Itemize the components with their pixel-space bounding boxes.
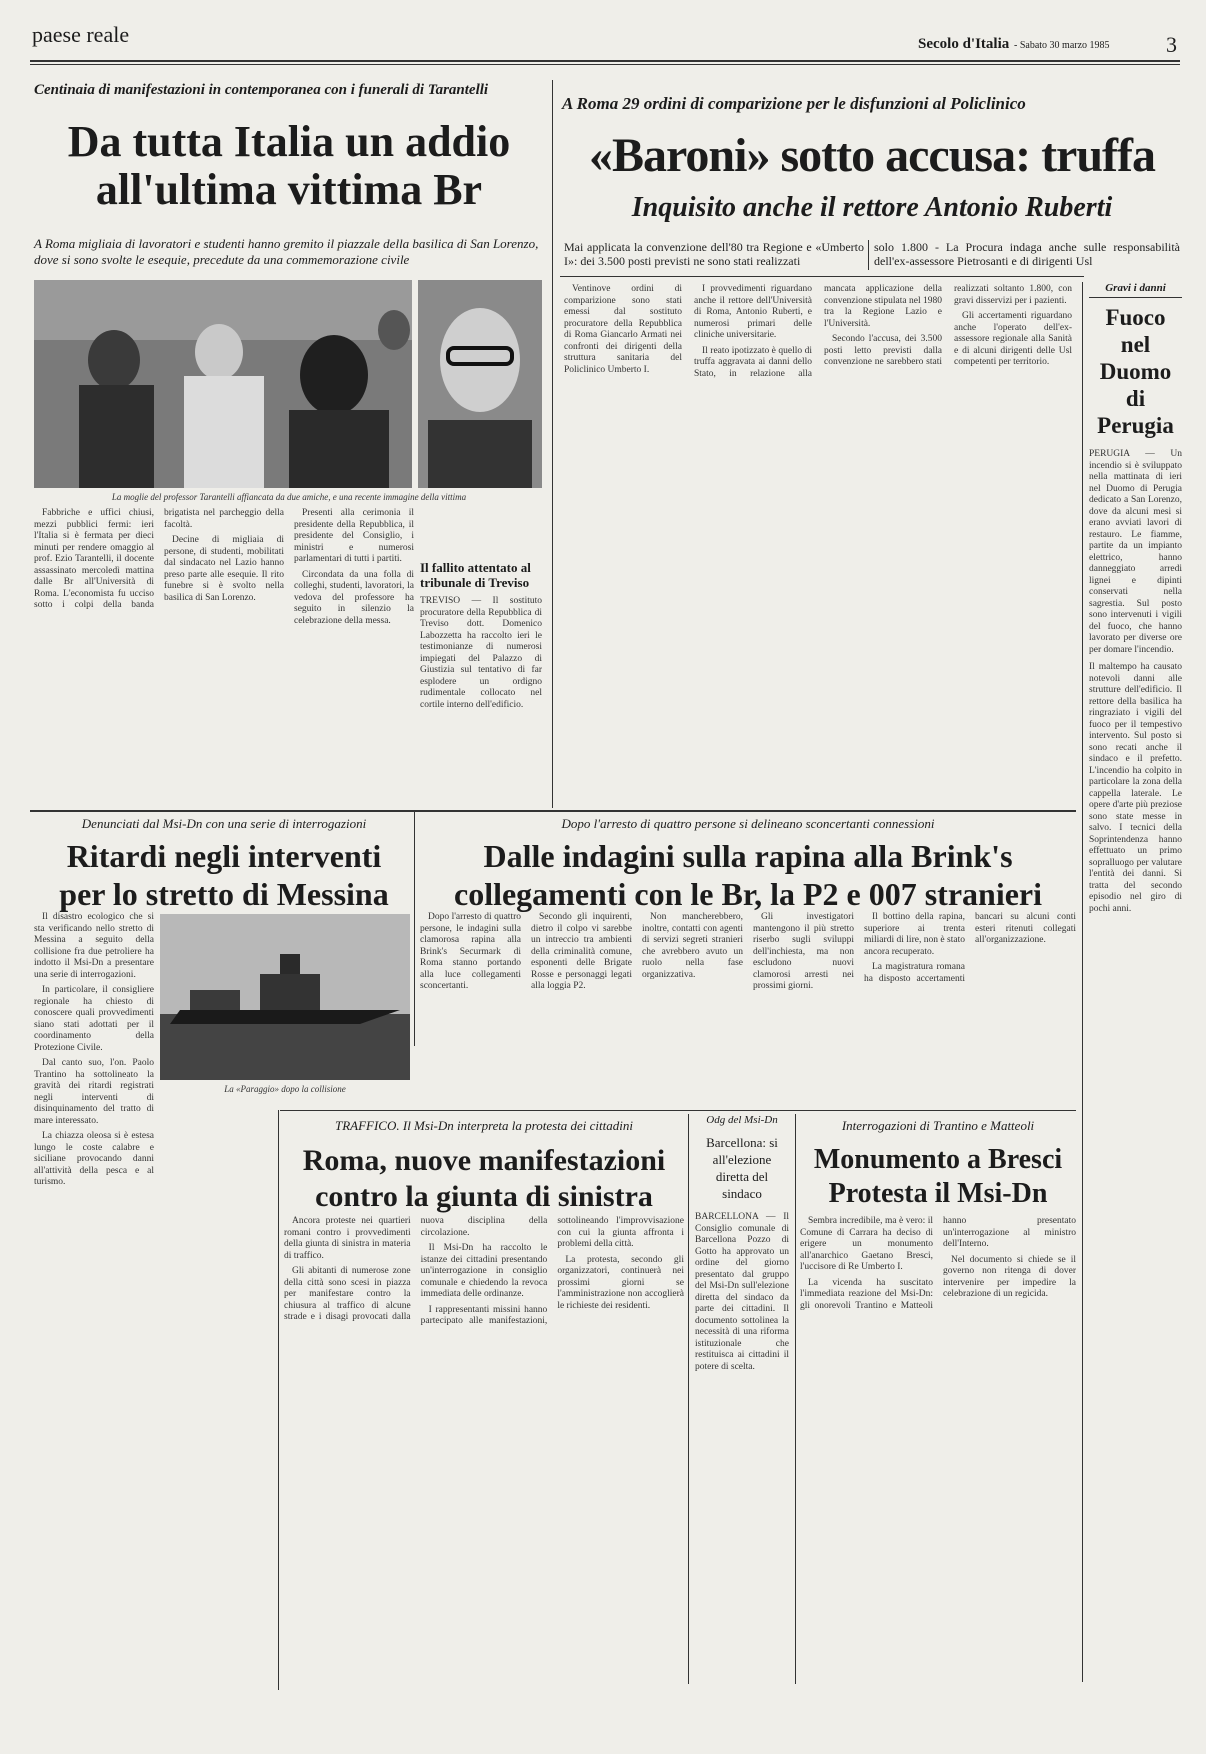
fire-box-text: PERUGIA — Un incendio si è sviluppato nella mattinata di ieri nel Duomo di Perugia dedicato a San Lorenzo, dove da alcuni mesi si erano avviati lavori di restauro. Le fiamme, partite da un impianto elettrico, hanno danneggiato arredi lignei e dipinti conservati nella sagrestia. Sul posto sono intervenuti i vigili del fuoco, che hanno lavorato per diverse ore per domare l'incendio. [1089, 449, 1182, 655]
story5-paragraph: Gli abitanti di numerose zone della città sono scesi in piazza per manifestare contro la chiusura al traffico di alcune strade e i disagi provocati dalla nuova disciplina della circolazione. [284, 1216, 548, 1322]
story1-photo-victim [418, 280, 542, 488]
story2-deck-rule [560, 276, 1084, 277]
story1-photo-caption: La moglie del professor Tarantelli affiancata da due amiche, e una recente immagine della vittima [111, 492, 467, 502]
story1-sidebar [420, 560, 542, 806]
story4-paragraph: Il bottino della rapina, superiore ai trenta miliardi di lire, non è stato ancora recuperato. [864, 912, 965, 957]
story5-paragraph: Ancora proteste nei quartieri romani contro i provvedimenti della giunta di sinistra in materia di traffico. [284, 1216, 411, 1261]
story2-paragraph: Ventinove ordini di comparizione sono stati emessi dal sostituto procuratore della Repubblica di Roma Giancarlo Armati nei confronti dei dirigenti della struttura sanitaria del Policlinico Umberto I. [564, 284, 682, 375]
column-divider [414, 812, 415, 1046]
barcellona-box-text: BARCELLONA — Il Consiglio comunale di Barcellona Pozzo di Gotto ha approvato un ordine del giorno presentato dal gruppo del Msi-Dn sull'elezione diretta del sindaco da parte dei cittadini. Il documento sottolinea la necessità di una riforma istituzionale che restituisca ai cittadini il potere di scelta. [695, 1212, 789, 1372]
story5-headline-line1: Roma, nuove manifestazioni [302, 1144, 666, 1177]
barcellona-box-label: Odg del Msi-Dn [706, 1114, 778, 1126]
story2-paragraph: I provvedimenti riguardano anche il rettore dell'Università di Roma, Antonio Ruberti, e numerosi primari delle cliniche universitarie. [694, 284, 812, 340]
story1-photo-mourners [34, 280, 412, 488]
story3-photo-tanker [160, 914, 410, 1080]
story1-paragraph: Fabbriche e uffici chiusi, mezzi pubblici fermi: ieri l'Italia si è fermata per dieci minuti per rendere omaggio al prof. Ezio Tarantelli, il docente assassinato mercoledì mattina dalle Br all'Università di Roma. L'economista fu ucciso sotto i colpi della banda brigatista nel parcheggio della facoltà. [34, 508, 284, 610]
story2-paragraph: Gli accertamenti riguardano anche l'operato dell'ex-assessore regionale alla Sanità e di alcuni dirigenti delle Usl competenti per territorio. [954, 311, 1072, 367]
story6-headline-line1: Monumento a Bresci [813, 1144, 1063, 1175]
barcellona-box-headline: Barcellona: si all'elezione diretta del sindaco [706, 1135, 778, 1201]
mid-rule [30, 810, 1076, 812]
story3-paragraph: Dal canto suo, l'on. Paolo Trantino ha sottolineato la gravità dei ritardi registrati negli interventi di disinquinamento del tratto di mare interessato. [34, 1058, 154, 1126]
story5-paragraph: La protesta, secondo gli organizzatori, continuerà nei prossimi giorni se l'amministrazione non accoglierà le richieste dei residenti. [557, 1254, 684, 1311]
story2-deck-left: Mai applicata la convenzione dell'80 tra Regione e «Umberto I»: dei 3.500 posti previsti ne sono stati realizzati [564, 240, 864, 268]
story6-paragraph: Nel documento si chiede se il governo non ritenga di dover intervenire per impedire la celebrazione di un regicida. [943, 1254, 1076, 1299]
fire-box-label: Gravi i danni [1089, 282, 1182, 298]
story3-headline [34, 840, 414, 910]
story5-paragraph: I rappresentanti missini hanno partecipato alle manifestazioni, sottolineando l'improvvisazione con cui la giunta affronta i problemi della città. [420, 1216, 684, 1326]
story2-body [564, 284, 1072, 804]
story2-deck-right: solo 1.800 - La Procura indaga anche sulle responsabilità dell'ex-assessore Pietrosanti e di dirigenti Usl [874, 240, 1180, 268]
story5-body [284, 1216, 684, 1686]
issue-date: - Sabato 30 marzo 1985 [1014, 40, 1110, 51]
story3-body-left [34, 912, 154, 1672]
story6-paragraph: Sembra incredibile, ma è vero: il Comune di Carrara ha deciso di erigere un monumento all'anarchico Gaetano Bresci, l'uccisore di Re Umberto I. [800, 1216, 933, 1272]
story5-kicker: TRAFFICO. Il Msi-Dn interpreta la protesta dei cittadini [334, 1118, 633, 1133]
story2-kicker: A Roma 29 ordini di comparizione per le disfunzioni al Policlinico [562, 94, 1026, 113]
story5-paragraph: Il Msi-Dn ha raccolto le istanze dei cittadini presentando un'interrogazione in consiglio comunale e chiedendo la revoca immediata delle ordinanze. [420, 1243, 548, 1299]
fire-box-headline: Fuoco nel Duomo di Perugia [1097, 305, 1174, 438]
fire-box [1082, 282, 1182, 1682]
masthead-rule [30, 60, 1180, 62]
story4-paragraph: Secondo gli inquirenti, dietro il colpo vi sarebbe un intreccio tra ambienti della criminalità comune, esponenti delle Brigate Rosse e personaggi legati alla loggia P2. [531, 912, 632, 991]
story3-headline-line1: Ritardi negli interventi [66, 838, 382, 874]
story4-kicker: Dopo l'arresto di quattro persone si delineano sconcertanti connessioni [561, 816, 935, 831]
story2-paragraph: Il reato ipotizzato è quello di truffa aggravata ai danni dello Stato, in relazione alla mancata applicazione della convenzione stipulata nel 1980 tra la Regione Lazio e l'Università. [694, 284, 942, 379]
story3-paragraph: In particolare, il consigliere regionale ha chiesto di conoscere quali provvedimenti siano stati adottati per il coordinamento della Protezione Civile. [34, 985, 154, 1053]
story2-headline: «Baroni» sotto accusa: truffa [588, 129, 1156, 182]
story4-headline-line2: collegamenti con le Br, la P2 e 007 stranieri [453, 876, 1043, 912]
story6-kicker: Interrogazioni di Trantino e Matteoli [841, 1118, 1035, 1133]
story1-deck: A Roma migliaia di lavoratori e studenti hanno gremito il piazzale della basilica di San Lorenzo, dove si sono svolte le esequie, precedute da una commemorazione civile [34, 236, 539, 267]
story2-paragraph: Secondo l'accusa, dei 3.500 posti letto previsti dalla convenzione ne sarebbero stati realizzati soltanto 1.800, con gravi disservizi per i pazienti. [824, 284, 1072, 367]
story4-headline-line1: Dalle indagini sulla rapina alla Brink's [483, 838, 1013, 874]
story4-headline [420, 840, 1076, 910]
story2-subhead: Inquisito anche il rettore Antonio Ruberti [631, 192, 1113, 223]
story1-headline-line1: Da tutta Italia un addio [67, 117, 511, 166]
lower-rule [280, 1110, 1076, 1111]
story6-headline [800, 1146, 1076, 1208]
story2-deck-divider [868, 240, 869, 270]
story1-paragraph: Circondata da una folla di colleghi, studenti, lavoratori, la vedova del professore ha seguito in silenzio la celebrazione della messa. [294, 569, 414, 626]
story1-paragraph: Decine di migliaia di persone, di studenti, mobilitati dal sindacato nel Lazio hanno preso parte alle esequie. Il rito funebre si è svolto nella basilica di San Lorenzo. [164, 535, 284, 603]
story5-headline-line2: contro la giunta di sinistra [315, 1180, 653, 1213]
fire-box-continuation: Il maltempo ha causato notevoli danni alle strutture dell'edificio. Il rettore della basilica ha ringraziato i vigili del fuoco per il tempestivo intervento. Sul posto si sono recati anche il sindaco e il prefetto. L'incendio ha colpito in particolare la zona della cappella laterale. Le opere d'arte più preziose sono state messe in salvo. I tecnici della Soprintendenza hanno effettuato un primo sopralluogo per valutare l'entità dei danni. Si tratta del secondo episodio nel giro di pochi anni. [1089, 662, 1182, 914]
story1-headline [34, 117, 544, 214]
story4-paragraph: Non mancherebbero, inoltre, contatti con agenti di servizi segreti stranieri che avrebbero avuto un ruolo nella fase organizzativa. [642, 912, 743, 980]
story4-paragraph: La magistratura romana ha disposto accertamenti bancari su alcuni conti esteri ritenuti collegati all'organizzazione. [864, 912, 1076, 984]
story1-kicker: Centinaia di manifestazioni in contemporanea con i funerali di Tarantelli [34, 82, 489, 98]
story4-paragraph: Dopo l'arresto di quattro persone, le indagini sulla clamorosa rapina alla Brink's Securmark di Roma stanno portando alla luce collegamenti sconcertanti. [420, 912, 521, 991]
story3-paragraph: La chiazza oleosa si è estesa lungo le coste calabre e siciliane provocando danni all'attività della pesca e al turismo. [34, 1131, 154, 1187]
story1-sidebar-text: TREVISO — Il sostituto procuratore della Repubblica di Treviso dott. Domenico Labozzetta ha raccolto ieri le testimonianze di numerosi impiegati del Palazzo di Giustizia sul tentativo di far esplodere un ordigno rudimentale collocato nel cortile interno dell'edificio. [420, 596, 542, 710]
masthead-rule-thin [30, 64, 1180, 65]
story3-paragraph: Il disastro ecologico che si sta verificando nello stretto di Messina a seguito della collisione fra due petroliere ha indotto il Msi-Dn a presentare una serie di interrogazioni. [34, 912, 154, 980]
story1-body [34, 508, 414, 806]
story6-headline-line2: Protesta il Msi-Dn [828, 1178, 1048, 1209]
page-number: 3 [1166, 32, 1177, 57]
barcellona-box [688, 1114, 796, 1684]
story6-body [800, 1216, 1076, 1686]
story5-headline [284, 1146, 684, 1212]
column-divider [278, 1110, 279, 1690]
story3-kicker: Denunciati dal Msi-Dn con una serie di interrogazioni [81, 816, 367, 831]
story4-body [420, 912, 1076, 1042]
paper-name: Secolo d'Italia [918, 36, 1010, 52]
story1-headline-line2: all'ultima vittima Br [95, 165, 483, 214]
column-divider [552, 80, 553, 808]
story1-paragraph: Presenti alla cerimonia il presidente della Repubblica, il presidente del Consiglio, i ministri e numerosi parlamentari di tutti i partiti. [294, 508, 414, 564]
story3-headline-line2: per lo stretto di Messina [59, 876, 389, 912]
story1-sidebar-title: Il fallito attentato al tribunale di Treviso [420, 560, 531, 590]
story4-paragraph: Gli investigatori mantengono il più stretto riserbo sugli sviluppi dell'inchiesta, ma non escludono nuovi clamorosi arresti nei prossimi giorni. [753, 912, 854, 991]
section-name: paese reale [32, 22, 130, 47]
story3-photo-caption: La «Paraggio» dopo la collisione [224, 1084, 346, 1094]
story6-paragraph: La vicenda ha suscitato l'immediata reazione del Msi-Dn: gli onorevoli Trantino e Matteoli hanno presentato un'interrogazione al ministro dell'Interno. [800, 1216, 1076, 1311]
